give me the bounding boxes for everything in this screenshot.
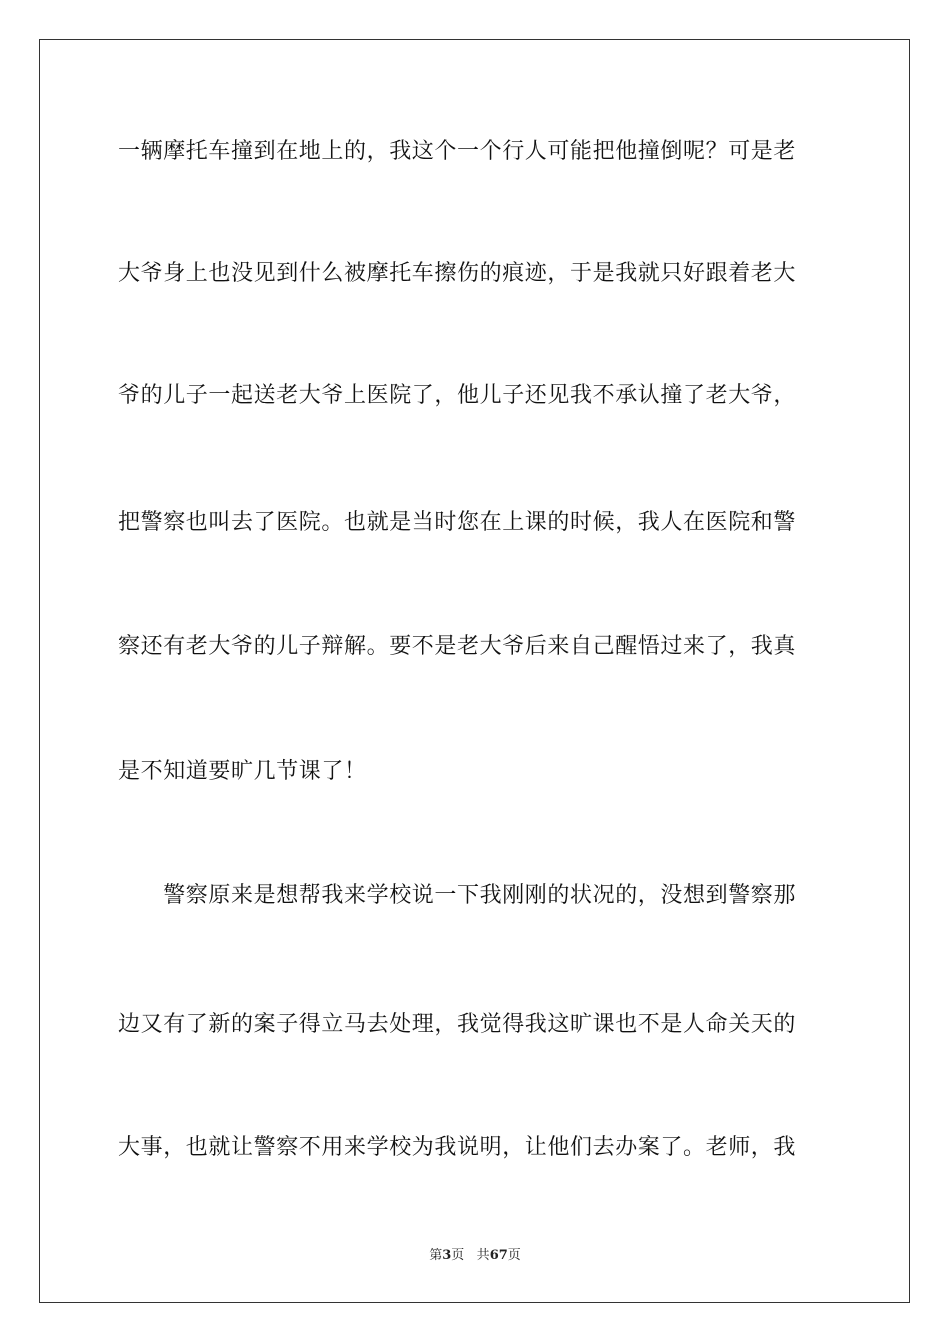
text-line: 爷的儿子一起送老大爷上医院了，他儿子还见我不承认撞了老大爷，	[118, 383, 797, 408]
page-border	[39, 39, 910, 1303]
page-prefix: 第	[429, 1248, 443, 1263]
text-line: 边又有了新的案子得立马去处理，我觉得我这旷课也不是人命关天的	[118, 1012, 797, 1037]
text-line: 察还有老大爷的儿子辩解。要不是老大爷后来自己醒悟过来了，我真	[118, 634, 797, 659]
page-footer	[0, 1246, 950, 1266]
text-line: 大爷身上也没见到什么被摩托车擦伤的痕迹，于是我就只好跟着老大	[118, 261, 797, 286]
total-suffix: 页	[507, 1248, 521, 1263]
text-line: 警察原来是想帮我来学校说一下我刚刚的状况的，没想到警察那	[118, 883, 797, 908]
total-pages: 67	[489, 1248, 508, 1263]
total-prefix: 共	[476, 1248, 490, 1263]
text-line: 一辆摩托车撞到在地上的，我这个一个行人可能把他撞倒呢？可是老	[118, 139, 797, 164]
text-line: 是不知道要旷几节课了！	[118, 759, 367, 784]
text-line: 把警察也叫去了医院。也就是当时您在上课的时候，我人在医院和警	[118, 510, 797, 535]
page-suffix: 页	[451, 1248, 465, 1263]
text-line: 大事，也就让警察不用来学校为我说明，让他们去办案了。老师，我	[118, 1135, 797, 1160]
page-number: 3	[442, 1248, 452, 1263]
